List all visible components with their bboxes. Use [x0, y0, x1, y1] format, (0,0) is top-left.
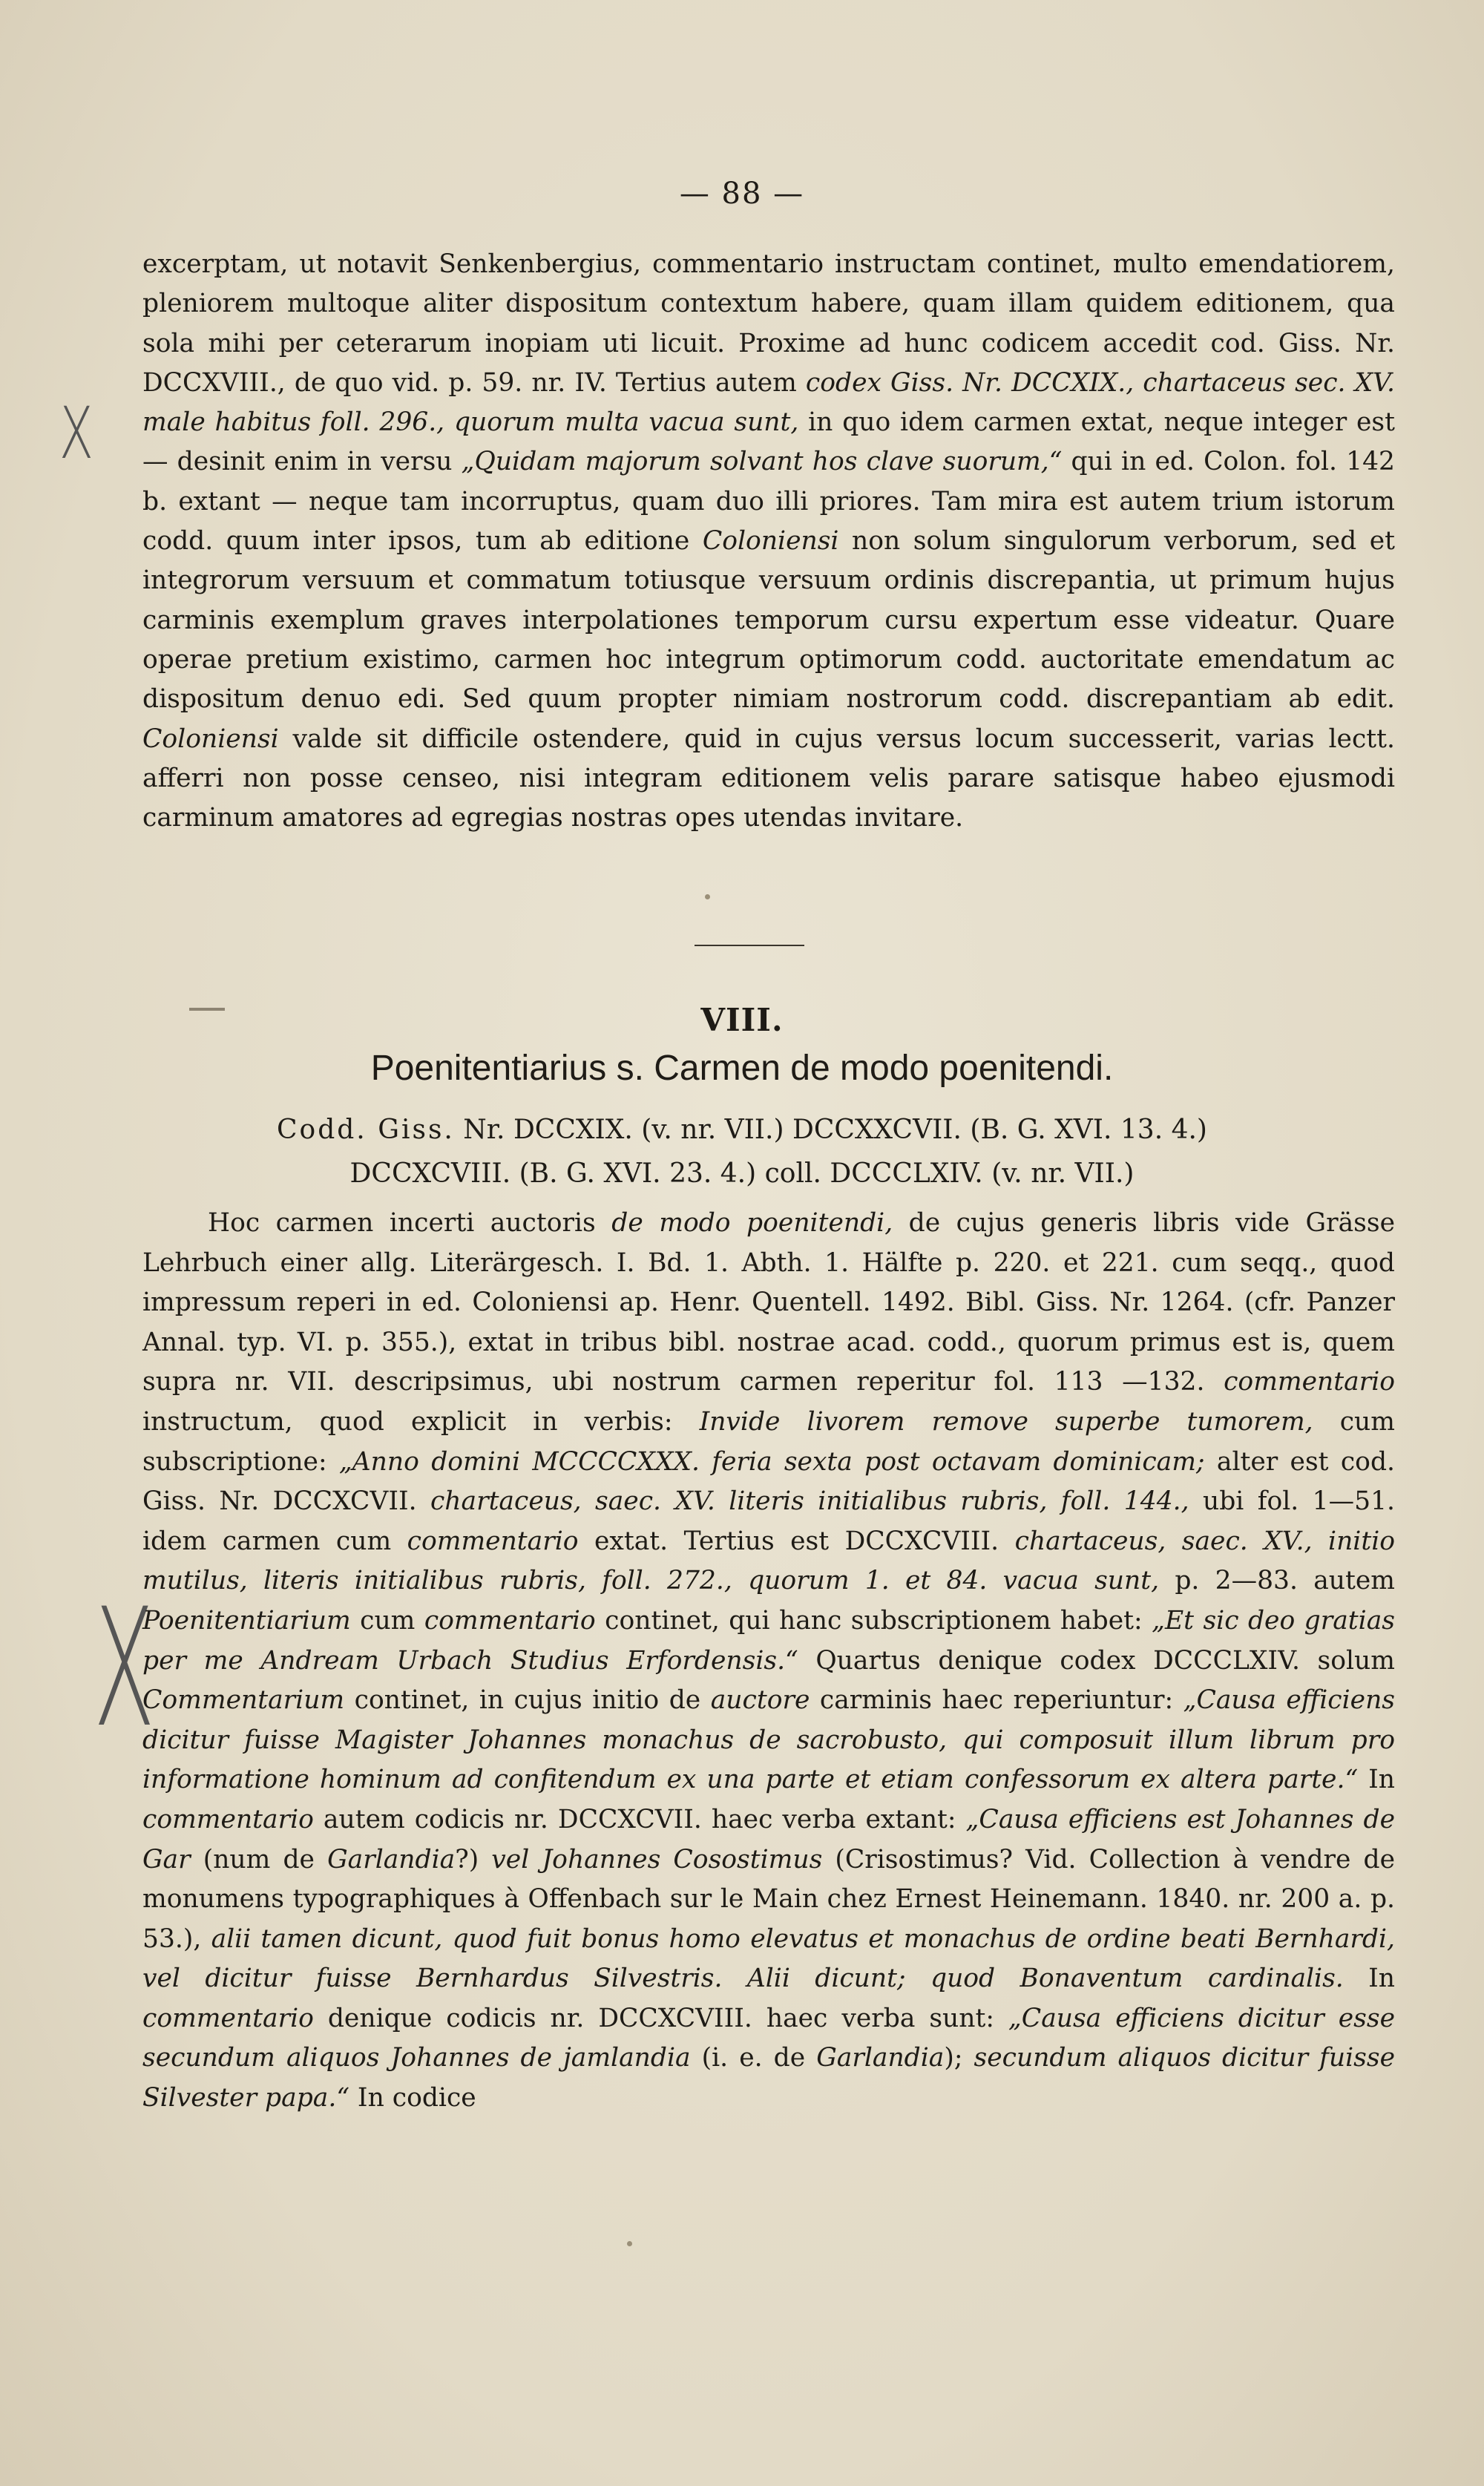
italic-run: „Causa efficiens dicitur fuisse Magister Johannes monachus de sacrobusto, qui composuit illum librum pro informatione hominum ad confitendum ex una parte et etiam confessorum ex altera parte.“ — [142, 1685, 1396, 1795]
text-run: (num de — [190, 1844, 328, 1875]
text-run: ?) — [455, 1844, 492, 1875]
text-run: non solum singulorum verborum, sed et integrorum versuum et commatum totiusque versuum ordinis discrepantia, ut primum hujus carminis exemplum graves interpolationes temporum cursu expertum esse videatur. Quare operae pretium existimo, carmen hoc integrum optimorum codd. auctoritate emendatum ac dispositum denuo edi. Sed quum propter nimiam nostrorum codd. discrepantiam ab edit. — [142, 526, 1395, 715]
codices-line-2: DCCXCVIII. (B. G. XVI. 23. 4.) coll. DCCCLXIV. (v. nr. VII.) — [349, 1158, 1135, 1189]
italic-run: „Quidam majorum solvant hos clave suorum,“ — [461, 447, 1063, 477]
italic-run: Commentarium — [142, 1685, 345, 1716]
text-run: continet, in cujus initio de — [344, 1685, 711, 1716]
italic-run: chartaceus, saec. XV., initio mutilus, literis initialibus rubris, foll. 272., quorum 1. et 84. vacua sunt, — [142, 1526, 1395, 1596]
text-run: In — [1343, 1964, 1395, 1994]
italic-run: auctore — [710, 1685, 810, 1716]
ink-speck — [627, 2241, 632, 2246]
text-run: In — [1358, 1765, 1395, 1795]
italic-run: vel Johannes Cosostimus — [491, 1844, 823, 1875]
italic-run: commentario — [1224, 1367, 1395, 1397]
text-run: alter est cod. Giss. Nr. DCCXCVII. — [142, 1446, 1395, 1517]
section-title: Poenitentiarius s. Carmen de modo poenitendi. — [370, 1049, 1114, 1088]
italic-run: codex Giss. Nr. DCCXIX., chartaceus sec. XV. male habitus foll. 296., quorum multa vacua sunt, — [142, 367, 1395, 438]
italic-run: secundum aliquos dicitur fuisse Silvester papa.“ — [142, 2043, 1395, 2113]
text-run: ); — [944, 2043, 974, 2073]
text-run: autem codicis nr. DCCXCVII. haec verba extant: — [313, 1804, 966, 1834]
text-run: ubi fol. 1—51. idem carmen cum — [142, 1486, 1395, 1556]
italic-run: Garlandia — [327, 1844, 456, 1875]
codices-list: Nr. DCCXIX. (v. nr. VII.) DCCXXCVII. (B. G. XVI. 13. 4.) — [454, 1115, 1207, 1145]
italic-run: chartaceus, saec. XV. literis initialibus rubris, foll. 144., — [430, 1486, 1189, 1517]
text-run: extat. Tertius est DCCXCVIII. — [578, 1526, 1015, 1556]
text-run: (i. e. de — [690, 2043, 817, 2073]
text-run: cum — [350, 1605, 424, 1636]
margin-annotation-x: X — [59, 392, 93, 475]
italic-run: „Anno domini MCCCCXXX. feria sexta post octavam dominicam; — [338, 1446, 1205, 1477]
text-run: instructum, quod explicit in verbis: — [142, 1406, 700, 1437]
codices-label: Codd. Giss. — [277, 1115, 455, 1145]
text-run: p. 2—83. autem — [1159, 1566, 1395, 1596]
text-run: excerptam, ut notavit Senkenbergius, commentario instructam continet, multo emendatiorem, pleniorem multoque aliter dispositum contextum habere, quam illam quidem editionem, qua sola mihi per ceterarum inopiam uti licuit. Proxime ad hunc codicem accedit cod. Giss. Nr. DCCXVIII., de quo vid. p. 59. nr. IV. Tertius autem — [142, 249, 1395, 398]
section-body — [142, 1204, 1395, 2119]
text-run: de cujus generis libris vide Grässe Lehrbuch einer allg. Literärgesch. I. Bd. 1. Abth. 1. Hälfte p. 220. et 221. cum seqq., quod impressum reperi in ed. Coloniensi ap. Henr. Quentell. 1492. Bibl. Giss. Nr. 1264. (cfr. Panzer Annal. typ. VI. p. 355.), extat in tribus bibl. nostrae acad. codd., quorum primus est is, quem supra nr. VII. descripsimus, ubi nostrum carmen reperitur fol. 113 —132. — [142, 1208, 1395, 1397]
paragraph-text — [142, 245, 1395, 838]
text-run: carminis haec reperiuntur: — [810, 1685, 1183, 1716]
paragraph-text — [142, 1204, 1395, 2119]
page-number: — 88 — — [679, 177, 805, 211]
text-run: Quartus denique codex DCCCLXIV. solum — [798, 1645, 1395, 1676]
section-divider — [695, 945, 804, 946]
text-run: cum subscriptione: — [142, 1406, 1395, 1477]
italic-run: „Causa efficiens dicitur esse secundum aliquos Johannes de jamlandia — [142, 2003, 1395, 2073]
italic-run: Invide livorem remove superbe tumorem, — [699, 1406, 1313, 1437]
italic-run: commentario — [142, 2003, 314, 2033]
italic-run: Coloniensi — [142, 724, 279, 754]
italic-run: „Causa efficiens est Johannes de Gar — [142, 1804, 1395, 1875]
text-run: Hoc carmen incerti auctoris — [208, 1208, 612, 1238]
italic-run: commentario — [142, 1804, 314, 1834]
italic-run: de modo poenitendi, — [611, 1208, 893, 1238]
section-number: VIII. — [700, 1002, 784, 1038]
italic-run: commentario — [424, 1605, 596, 1636]
text-run: (Crisostimus? Vid. Collection à vendre de monumens typographiques à Offenbach sur le Main chez Ernest Heinemann. 1840. nr. 200 a. p. 53.), — [142, 1844, 1395, 1954]
text-run: In codice — [349, 2083, 476, 2113]
margin-annotation-x: X — [93, 1573, 155, 1763]
text-run: valde sit difficile ostendere, quid in cujus versus locum successerit, varias lectt. afferri non posse censeo, nisi integram editionem velis parare satisque habeo ejusmodi carminum amatores ad egregias nostras opes utendas invitare. — [142, 724, 1395, 833]
italic-run: „Et sic deo gratias per me Andream Urbach Studius Erfordensis.“ — [142, 1605, 1395, 1676]
italic-run: alii tamen dicunt, quod fuit bonus homo elevatus et monachus de ordine beati Bernhardi, vel dicitur fuisse Bernhardus Silvestris. Alii dicunt; quod Bonaventum cardinalis. — [142, 1923, 1395, 1994]
text-run: qui in ed. Colon. fol. 142 b. extant — neque tam incorruptus, quam duo illi priores. Tam mira est autem trium istorum codd. quum inter ipsos, tum ab editione — [142, 447, 1395, 557]
paragraph-continuation — [142, 245, 1395, 838]
text-run: in quo idem carmen extat, neque integer est — desinit enim in versu — [142, 407, 1395, 477]
ink-speck — [705, 894, 710, 899]
italic-run: Garlandia — [816, 2043, 945, 2073]
italic-run: commentario — [407, 1526, 579, 1556]
italic-run: Coloniensi — [702, 526, 839, 557]
text-run: continet, qui hanc subscriptionem habet: — [595, 1605, 1152, 1636]
italic-run: Poenitentiarium — [142, 1605, 351, 1636]
text-run: denique codicis nr. DCCXCVIII. haec verba sunt: — [313, 2003, 1008, 2033]
codices-line-1 — [148, 1115, 1336, 1145]
